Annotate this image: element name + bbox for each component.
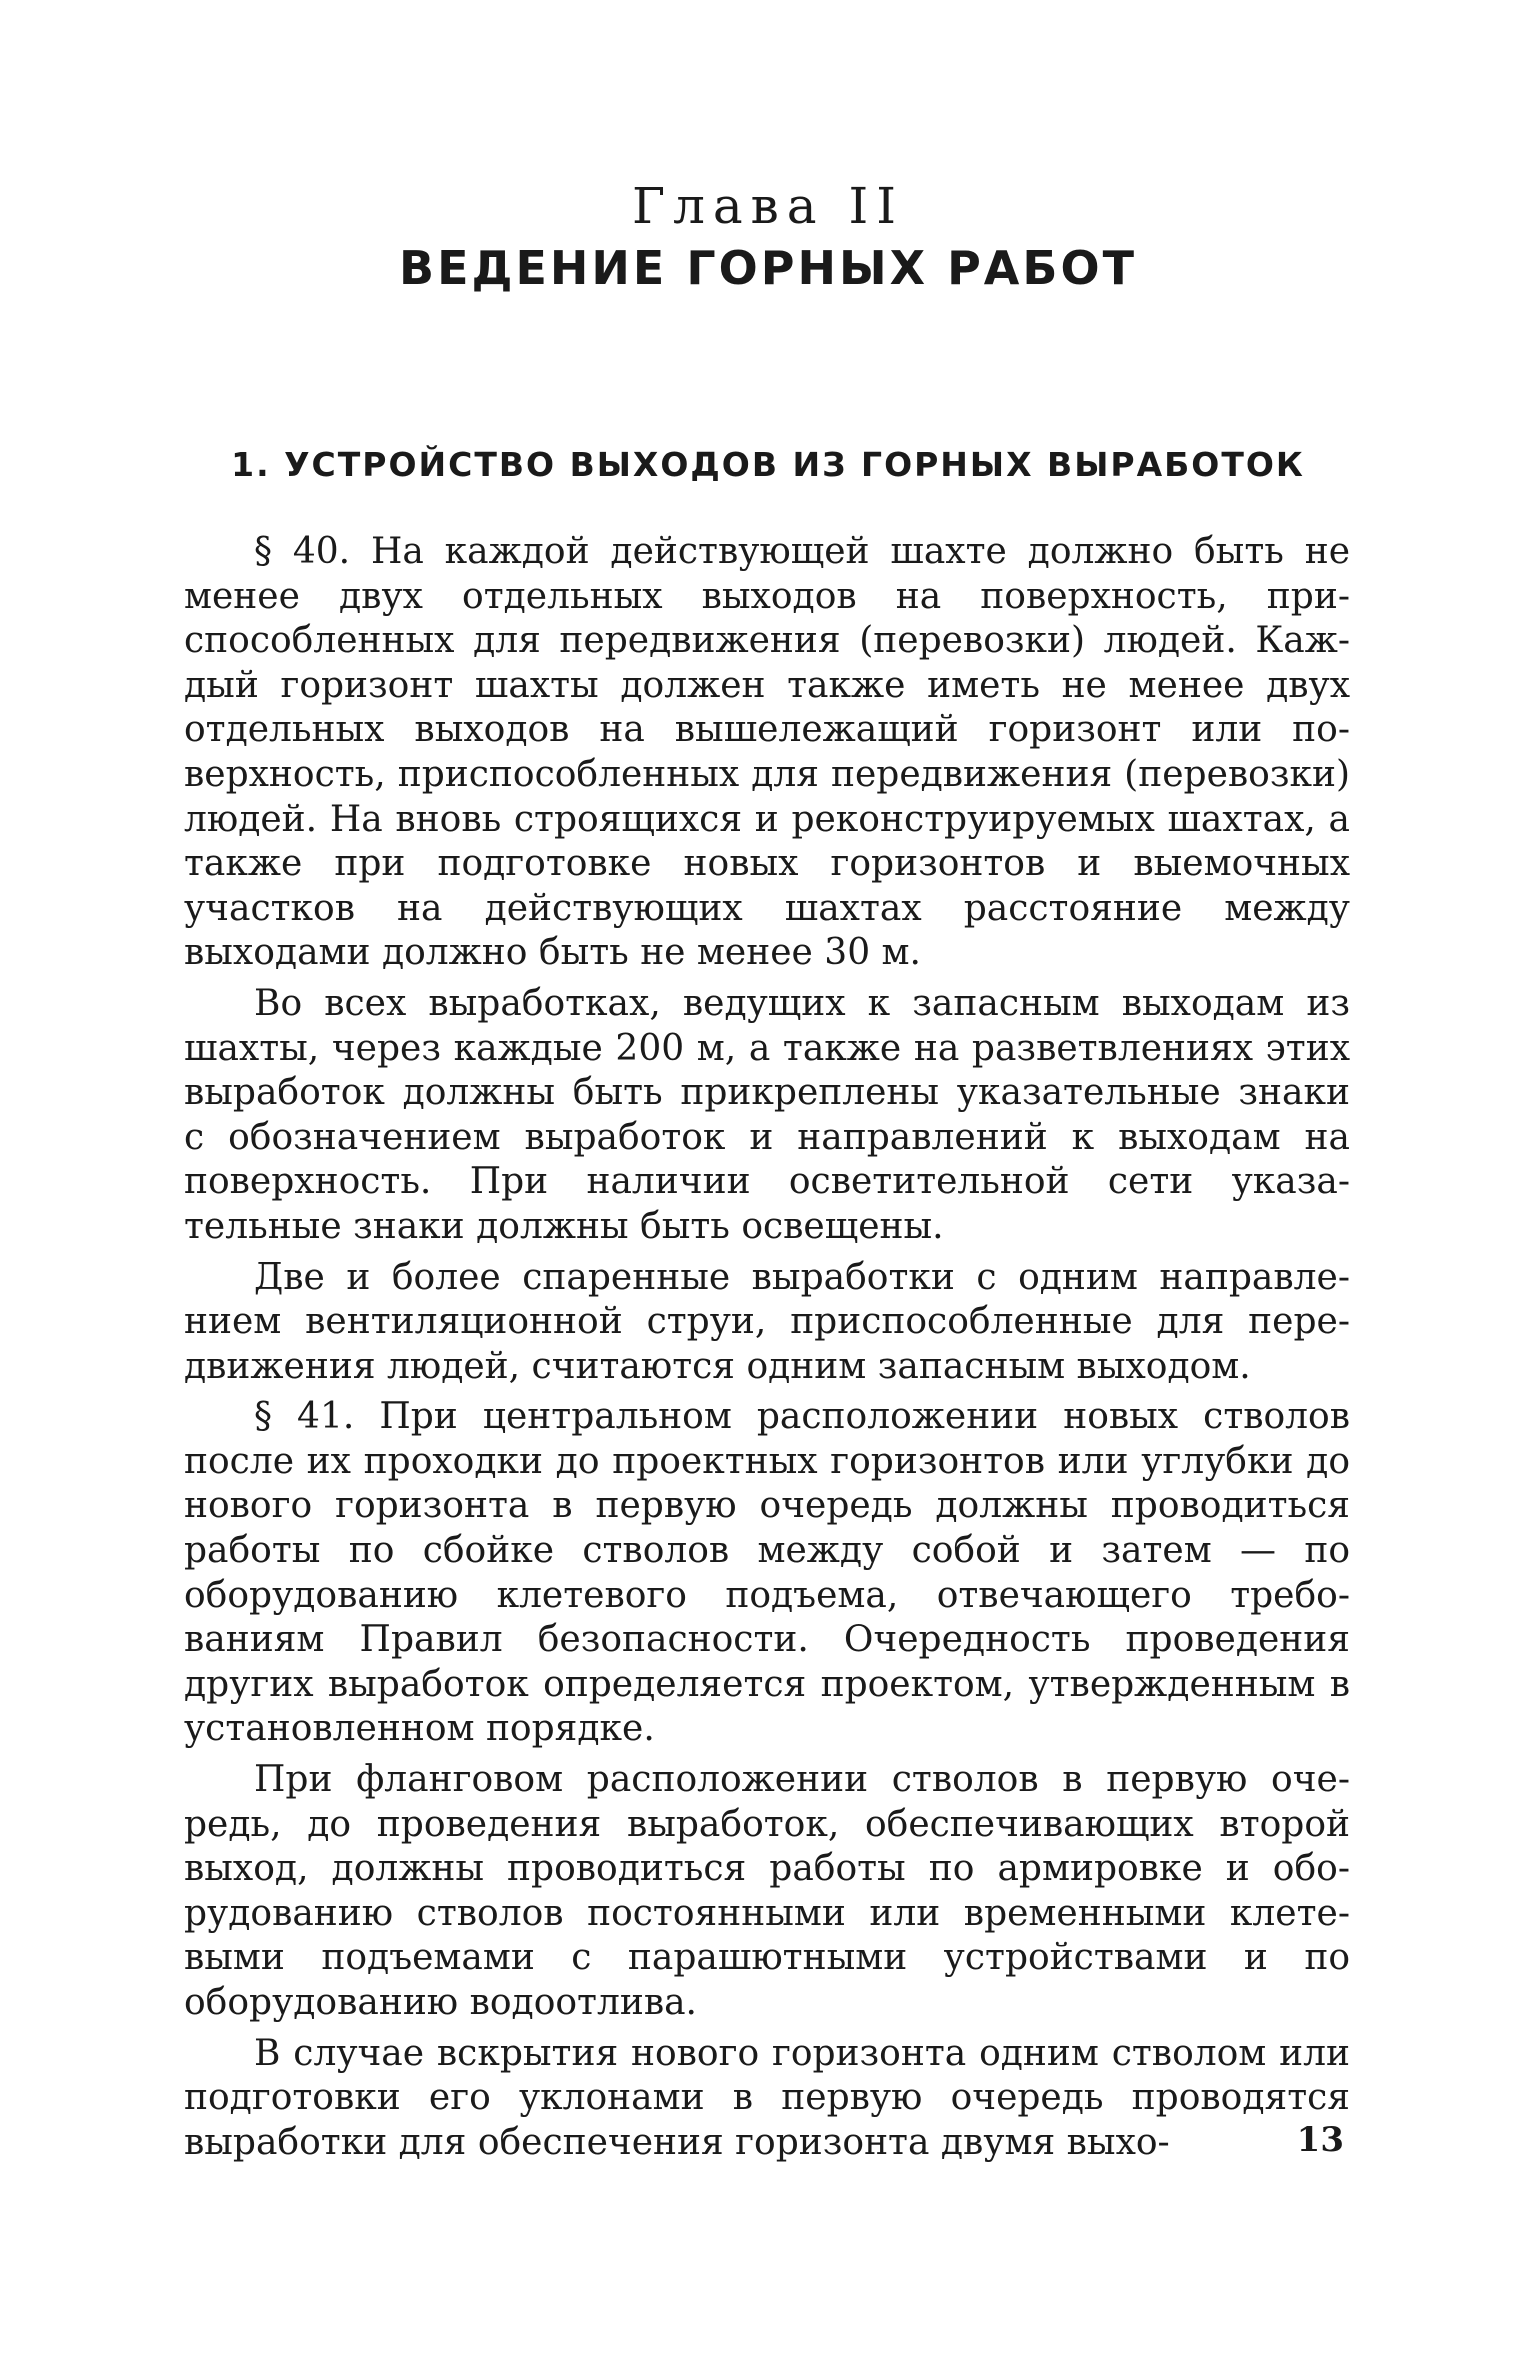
paragraph: § 41. При центральном расположении новых стволов после их проходки до проектных горизонтов или углубки до нового горизонта в первую очередь должны проводиться работы по сбойке стволов между собой и затем — по оборудованию клетевого подъема, отвечающего требованиям Правил безопасности. Очередность проведения других выработок определяется проектом, утвержденным в установленном порядке.	[184, 1396, 1350, 1750]
chapter-title: ВЕДЕНИЕ ГОРНЫХ РАБОТ	[399, 241, 1137, 295]
paragraph: При фланговом расположении стволов в первую очередь, до проведения выработок, обеспечивающих второй выход, должны проводиться работы по армировке и оборудованию стволов постоянными или временными клетевыми подъемами с парашютными устройствами и по оборудованию водоотлива.	[184, 1759, 1350, 2023]
paragraph: § 40. На каждой действующей шахте должно быть не менее двух отдельных выходов на поверхность, приспособленных для передвижения (перевозки) людей. Каждый горизонт шахты должен также иметь не менее двух отдельных выходов на вышележащий горизонт или поверхность, приспособленных для передвижения (перевозки) людей. На вновь строящихся и реконструируемых шахтах, а также при подготовке новых горизонтов и выемочных участков на действующих шахтах расстояние между выходами должно быть не менее 30 м.	[184, 531, 1350, 974]
chapter-label: Глава II	[631, 177, 905, 235]
section-heading: 1. УСТРОЙСТВО ВЫХОДОВ ИЗ ГОРНЫХ ВЫРАБОТОК	[231, 445, 1305, 484]
page-number: 13	[1296, 2120, 1344, 2160]
paragraph: В случае вскрытия нового горизонта одним стволом или подготовки его уклонами в первую очередь проводятся выработки для обеспечения горизонта двумя выхо-	[184, 2032, 1350, 2163]
body-text	[184, 530, 1350, 2171]
paragraph: Во всех выработках, ведущих к запасным выходам из шахты, через каждые 200 м, а также на разветвлениях этих выработок должны быть прикреплены указательные знаки с обозначением выработок и направлений к выходам на поверхность. При наличии осветительной сети указательные знаки должны быть освещены.	[184, 982, 1350, 1247]
paragraph: Две и более спаренные выработки с одним направлением вентиляционной струи, приспособленные для передвижения людей, считаются одним запасным выходом.	[184, 1256, 1350, 1387]
